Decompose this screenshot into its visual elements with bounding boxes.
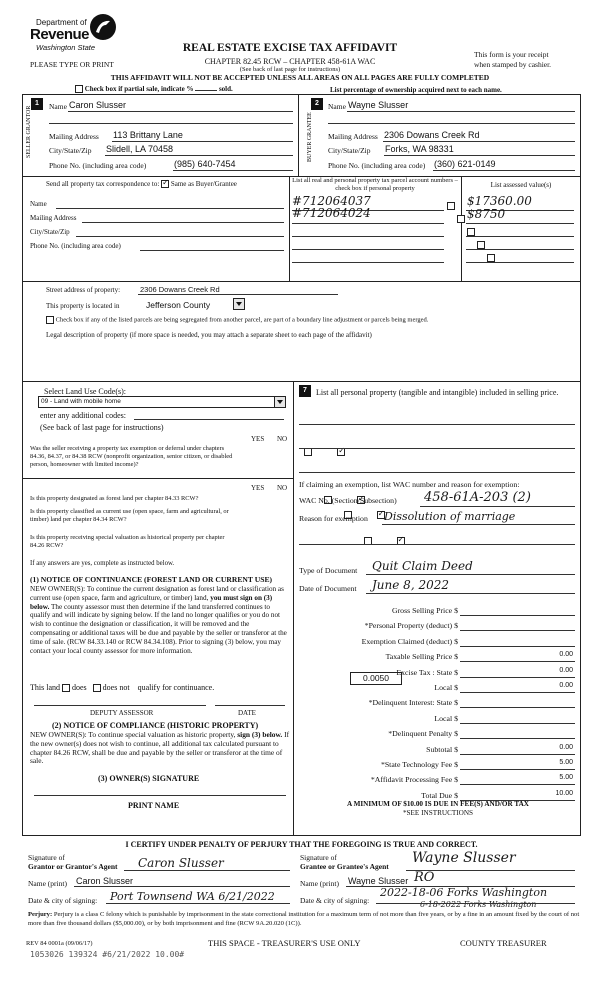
does-checkbox[interactable]	[62, 684, 70, 692]
agency-line1: Department of	[36, 18, 87, 27]
q1-yes-checkbox[interactable]	[304, 448, 312, 456]
partial-sale-checkbox[interactable]	[75, 85, 83, 93]
assessed-value-2[interactable]: $8750	[467, 207, 506, 221]
street-value[interactable]: 2306 Dowans Creek Rd	[140, 285, 220, 294]
partial-sale-row	[75, 85, 233, 93]
additional-codes-label: enter any additional codes:	[40, 411, 126, 420]
grantee-signature[interactable]: Wayne Slusser	[412, 850, 516, 866]
calc-row-label: Local $	[434, 683, 458, 692]
reason-label: Reason for exemption	[299, 514, 368, 523]
chapter-line: CHAPTER 82.45 RCW – CHAPTER 458-61A WAC	[204, 57, 376, 66]
question-2: Is this property designated as forest land per chapter 84.33 RCW?	[30, 495, 199, 502]
logo	[30, 12, 126, 56]
chevron-down-icon	[275, 397, 285, 407]
grantee-name-value[interactable]: Wayne Slusser	[348, 876, 409, 886]
buyer-mailing-value[interactable]: 2306 Dowans Creek Rd	[384, 130, 480, 140]
calc-row-value[interactable]: 0.00	[559, 744, 573, 751]
doc-type-value[interactable]: Quit Claim Deed	[372, 559, 473, 573]
yes-header-1: YES	[251, 435, 265, 443]
buyer-city-label: City/State/Zip	[328, 146, 371, 155]
segregation-row	[46, 316, 428, 324]
no-header-2: NO	[277, 484, 288, 492]
buyer-name-label: Name	[328, 102, 346, 111]
please-type: PLEASE TYPE OR PRINT	[30, 60, 114, 69]
receipt-note-1: This form is your receipt	[474, 50, 549, 59]
section-7-number: 7	[299, 385, 311, 397]
corr-phone-label: Phone No. (including area code)	[30, 242, 121, 250]
receipt-note-2: when stamped by cashier.	[474, 60, 552, 69]
seller-mailing-label: Mailing Address	[49, 132, 99, 141]
located-label: This property is located in	[46, 302, 120, 310]
partial-sale-label: Check box if partial sale, indicate %	[84, 85, 194, 93]
seller-phone-label: Phone No. (including area code)	[49, 161, 147, 170]
question-3: Is this property classified as current use (open space, farm and agricultural, or timber) land per chapter 84.34 RCW?	[30, 508, 229, 523]
segregation-text: Check box if any of the listed parcels are being segregated from another parcel, are part of a boundary line adjustment or parcels being merged.	[55, 316, 429, 324]
calc-row-label: Taxable Selling Price $	[385, 652, 458, 661]
grantor-date-label: Date & city of signing:	[28, 896, 98, 905]
calc-row-label: *Affidavit Processing Fee $	[370, 775, 458, 784]
buyer-city-value[interactable]: Forks, WA 98331	[385, 144, 454, 154]
buyer-side-label: BUYER GRANTEE	[307, 112, 313, 162]
parcel-1-personal-checkbox[interactable]	[447, 202, 455, 210]
personal-property-text: List all personal property (tangible and intangible) included in selling price.	[316, 388, 559, 397]
page-title: REAL ESTATE EXCISE TAX AFFIDAVIT	[182, 42, 398, 54]
land-use-label: Select Land Use Code(s):	[44, 387, 126, 396]
date-label: DATE	[238, 709, 256, 717]
sold-label: sold.	[218, 85, 233, 93]
seller-name-value[interactable]: Caron Slusser	[69, 100, 127, 110]
compliance-body: NEW OWNER(S): To continue special valuation as historic property, sign (3) below. If the new owner(s) does not wish to continue, all additional tax calculated pursuant to chapter 84.26 RCW, shall be due and payable by the seller or transferor at the time of sale.	[30, 730, 290, 766]
if-yes-note: If any answers are yes, complete as instructed below.	[30, 560, 175, 567]
grantor-date-value[interactable]: Port Townsend WA 6/21/2022	[110, 890, 275, 903]
continuance-body: NEW OWNER(S): To continue the current designation as forest land or classification as current use (open space, farm and agriculture, or timber) land, you must sign on (3) below. The county assessor must then determine if the land transferred continues to qualify and will indicate by signing below. If the land no longer qualifies or you do not wish to continue the designation or classification, it will be removed and the compensating or additional taxes will be due and payable by the seller or transferor at the time of sale. (RCW 84.33.140 or RCW 84.34.108). Prior to signing (3) below, you may contact your local county assessor for more information.	[30, 585, 287, 655]
correspondence-label: Send all property tax correspondence to: ✓ Same as Buyer/Grantee	[46, 180, 237, 188]
ownership-pct: List percentage of ownership acquired next to each name.	[330, 86, 502, 94]
assessed-value-1[interactable]: $17360.00	[467, 194, 532, 208]
q1-no-checkbox[interactable]	[337, 448, 345, 456]
calc-row-label: Subtotal $	[426, 745, 458, 754]
parcel-2-personal-checkbox[interactable]	[457, 215, 465, 223]
grantee-date-value[interactable]: 2022-18-06 Forks Washington	[380, 886, 548, 899]
wac-label: WAC No. (Section/Subsection)	[299, 496, 397, 505]
calc-row-label: Gross Selling Price $	[391, 606, 458, 615]
calc-row-label: Local $	[434, 714, 458, 723]
no-header-1: NO	[277, 435, 288, 443]
continuance-title: (1) NOTICE OF CONTINUANCE (FOREST LAND OR CURRENT USE)	[30, 575, 273, 584]
assessed-header: List assessed value(s)	[490, 181, 552, 189]
calc-row-value[interactable]: 5.00	[559, 774, 573, 781]
buyer-name-value[interactable]: Wayne Slusser	[348, 100, 409, 110]
print-name-label: PRINT NAME	[128, 801, 180, 810]
parcel-number-2[interactable]: #712064024	[292, 206, 371, 220]
calc-row-value[interactable]: 5.00	[559, 759, 573, 766]
grantee-date-value-2: 6-18-2022 Forks Washington	[420, 900, 537, 909]
section-2-number: 2	[311, 98, 323, 110]
agency-line2: Revenue	[30, 26, 90, 43]
seller-side-label: SELLER GRANTOR	[26, 105, 32, 158]
rev-number: REV 84 0001a (09/06/17)	[26, 940, 93, 947]
qualify-row: This land does does not qualify for continuance.	[30, 683, 215, 692]
see-back: (See back of last page for instructions)	[239, 66, 341, 73]
question-1: Was the seller receiving a property tax exemption or deferral under chapters 84.36, 84.37, or 84.38 RCW (nonprofit organization, senior citizen, or disabled person, homeowner with limited income)?	[30, 445, 233, 468]
seller-name-label: Name	[49, 102, 67, 111]
yes-header-2: YES	[251, 484, 265, 492]
grantor-sig-label-1: Signature of	[28, 853, 65, 862]
calc-row-value[interactable]: 0.00	[559, 651, 573, 658]
does-not-checkbox[interactable]	[93, 684, 101, 692]
land-use-see-back: (See back of last page for instructions)	[40, 423, 164, 432]
deputy-assessor-label: DEPUTY ASSESSOR	[90, 709, 154, 717]
question-4: Is this property receiving special valuation as historical property per chapter 84.26 RCW?	[30, 534, 225, 549]
legal-description-label: Legal description of property (if more space is needed, you may attach a separate sheet to each page of the affidavit)	[46, 331, 372, 339]
corr-name-label: Name	[30, 200, 47, 208]
seller-city-value[interactable]: Slidell, LA 70458	[106, 144, 174, 154]
minimum-note: A MINIMUM OF $10.00 IS DUE IN FEE(S) AND/OR TAX	[347, 800, 529, 808]
treasurer-space: THIS SPACE - TREASURER'S USE ONLY	[208, 938, 361, 948]
land-use-select[interactable]	[38, 396, 286, 408]
seller-city-label: City/State/Zip	[49, 146, 92, 155]
county-select[interactable]: Jefferson County	[146, 300, 211, 310]
land-use-selected: 09 - Land with mobile home	[41, 398, 121, 405]
doc-date-value[interactable]: June 8, 2022	[372, 578, 449, 592]
county-treasurer: COUNTY TREASURER	[460, 938, 547, 948]
section-1-number: 1	[31, 98, 43, 110]
seller-mailing-value[interactable]: 113 Brittany Lane	[113, 130, 183, 140]
calc-row-value[interactable]: 10.00	[555, 790, 573, 797]
grantee-name-label: Name (print)	[300, 879, 339, 888]
calc-row-label: Total Due $	[421, 791, 458, 800]
calc-row-label: *Delinquent Interest: State $	[368, 698, 458, 707]
corr-city-label: City/State/Zip	[30, 228, 70, 236]
parcel-number-1[interactable]: #712064037	[292, 194, 371, 208]
compliance-title: (2) NOTICE OF COMPLIANCE (HISTORIC PROPERTY)	[52, 721, 259, 730]
warning-line: THIS AFFIDAVIT WILL NOT BE ACCEPTED UNLESS ALL AREAS ON ALL PAGES ARE FULLY COMPLETED	[110, 73, 490, 82]
wac-value[interactable]: 458-61A-203 (2)	[424, 490, 531, 505]
buyer-phone-label: Phone No. (including area code)	[328, 161, 426, 170]
doc-date-label: Date of Document	[299, 584, 357, 593]
calc-row-label: *Personal Property (deduct) $	[364, 621, 458, 630]
owner-signature-label: (3) OWNER(S) SIGNATURE	[98, 774, 200, 783]
reason-value[interactable]: Dissolution of marriage	[384, 510, 516, 523]
calc-row-value[interactable]: 0.00	[559, 667, 573, 674]
seller-phone-value[interactable]: (985) 640-7454	[174, 159, 236, 169]
county-dropdown-button[interactable]	[233, 298, 245, 310]
buyer-mailing-label: Mailing Address	[328, 132, 378, 141]
grantee-date-label: Date & city of signing:	[300, 896, 370, 905]
grantor-name-value[interactable]: Caron Slusser	[76, 876, 134, 886]
street-label: Street address of property:	[46, 286, 121, 294]
calc-row-label: *Delinquent Penalty $	[388, 729, 458, 738]
dor-logo-icon	[88, 12, 118, 42]
chevron-down-icon	[234, 299, 244, 309]
buyer-phone-value[interactable]: (360) 621-0149	[434, 159, 496, 169]
see-instructions: *SEE INSTRUCTIONS	[402, 809, 474, 817]
corr-mailing-label: Mailing Address	[30, 214, 77, 222]
exemption-label: If claiming an exemption, list WAC number and reason for exemption:	[299, 480, 520, 489]
calc-row-value[interactable]: 0.00	[559, 682, 573, 689]
certify-statement: I CERTIFY UNDER PENALTY OF PERJURY THAT THE FOREGOING IS TRUE AND CORRECT.	[125, 840, 478, 849]
parcels-header: List all real and personal property tax parcel account numbers – check box if personal property	[292, 177, 458, 192]
same-as-buyer-checkbox[interactable]	[161, 180, 169, 188]
grantor-sig-label-2: Grantor or Grantor's Agent	[28, 862, 118, 871]
calc-row-label: Excise Tax : State $	[396, 668, 458, 677]
calc-row-label: *State Technology Fee $	[380, 760, 458, 769]
doc-type-label: Type of Document	[299, 566, 358, 575]
grantor-signature[interactable]: Caron Slusser	[138, 856, 224, 870]
perjury-note: Perjury: Perjury is a class C felony which is punishable by imprisonment in the state correctional institution for a maximum term of not more than five years, or by a fine in an amount fixed by the court of not more than five thousand dollars ($5,000.00), or by both imprisonment and fine (RCW 9A.20.020 (1C)).	[28, 911, 580, 927]
segregation-checkbox[interactable]	[46, 316, 54, 324]
same-as-buyer-label: Same as Buyer/Grantee	[170, 180, 237, 188]
grantee-sig-label-2: Grantee or Grantee's Agent	[300, 862, 389, 871]
calc-row-label: Exemption Claimed (deduct) $	[361, 637, 458, 646]
local-rate-box[interactable]: 0.0050	[350, 672, 402, 685]
grantee-name-scrawl: RO	[414, 870, 435, 885]
grantor-name-label: Name (print)	[28, 879, 67, 888]
grantee-sig-label-1: Signature of	[300, 853, 337, 862]
land-use-dropdown-button[interactable]	[274, 397, 285, 407]
treasurer-stamp: 1053026 139324 #6/21/2022 10.00#	[30, 950, 185, 959]
agency-line3: Washington State	[36, 43, 96, 52]
